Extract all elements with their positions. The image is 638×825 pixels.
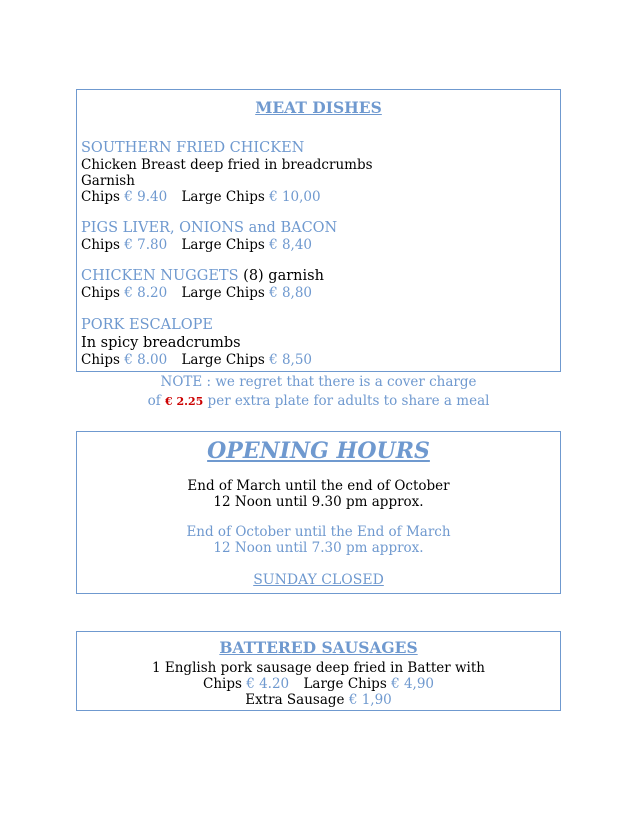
chips-price: € 8.20 [124, 285, 168, 301]
dish-name: PORK ESCALOPE [81, 317, 213, 333]
large-chips-price: € 8,80 [269, 285, 313, 301]
large-chips-label: Large Chips [181, 352, 265, 368]
opening-hours-title: OPENING HOURS [207, 438, 430, 464]
winter-hours [77, 524, 560, 556]
summer-period: End of March until the end of October [187, 478, 450, 494]
dish-name-suffix: (8) garnish [238, 268, 324, 284]
large-chips-label: Large Chips [181, 189, 265, 205]
chips-label: Chips [81, 352, 120, 368]
summer-hours [77, 478, 560, 510]
large-chips-price: € 8,40 [269, 237, 313, 253]
meat-dishes-title: MEAT DISHES [255, 98, 382, 117]
note-line-1: NOTE : we regret that there is a cover charge [160, 374, 477, 390]
dish-name: SOUTHERN FRIED CHICKEN [81, 140, 305, 156]
meat-dishes-section [76, 89, 561, 372]
dish-southern-fried-chicken [81, 139, 373, 205]
chips-price: € 4.20 [246, 676, 290, 692]
large-chips-price: € 4,90 [391, 676, 435, 692]
large-chips-price: € 8,50 [269, 352, 313, 368]
battered-sausages-title: BATTERED SAUSAGES [219, 638, 418, 657]
sausage-description: 1 English pork sausage deep fried in Batter with [152, 660, 485, 676]
sunday-closed: SUNDAY CLOSED [253, 572, 384, 588]
dish-description: Chicken Breast deep fried in breadcrumbs [81, 157, 373, 173]
dish-name: PIGS LIVER, ONIONS and BACON [81, 220, 338, 236]
battered-sausages-section [76, 631, 561, 711]
dish-prices [81, 237, 337, 253]
dish-name-line [81, 267, 324, 285]
winter-period: End of October until the End of March [186, 524, 451, 540]
dish-prices [81, 285, 324, 301]
large-chips-price: € 10,00 [269, 189, 321, 205]
note-line-2 [76, 392, 561, 411]
large-chips-label: Large Chips [303, 676, 387, 692]
extra-sausage-price: € 1,90 [348, 692, 392, 708]
chips-price: € 7.80 [124, 237, 168, 253]
summer-times: 12 Noon until 9.30 pm approx. [213, 494, 424, 510]
chips-price: € 9.40 [124, 189, 168, 205]
dish-description: Garnish [81, 173, 135, 189]
cover-charge-note [76, 373, 561, 411]
sausage-prices [77, 676, 560, 692]
chips-label: Chips [81, 237, 120, 253]
winter-times: 12 Noon until 7.30 pm approx. [213, 540, 424, 556]
dish-pork-escalope [81, 316, 312, 368]
dish-prices [81, 189, 373, 205]
opening-hours-section [76, 431, 561, 594]
extra-sausage-label: Extra Sausage [245, 692, 345, 708]
cover-charge-price: € 2.25 [164, 395, 204, 408]
chips-label: Chips [202, 676, 242, 692]
extra-sausage [77, 692, 560, 708]
note-suffix: per extra plate for adults to share a meal [203, 393, 490, 409]
chips-label: Chips [81, 285, 120, 301]
dish-pigs-liver [81, 219, 337, 253]
dish-name: CHICKEN NUGGETS [81, 268, 239, 284]
chips-label: Chips [81, 189, 120, 205]
large-chips-label: Large Chips [181, 285, 265, 301]
chips-price: € 8.00 [124, 352, 168, 368]
large-chips-label: Large Chips [181, 237, 265, 253]
note-prefix: of [147, 393, 165, 409]
dish-prices [81, 352, 312, 368]
dish-chicken-nuggets [81, 267, 324, 301]
dish-description: In spicy breadcrumbs [81, 335, 241, 351]
